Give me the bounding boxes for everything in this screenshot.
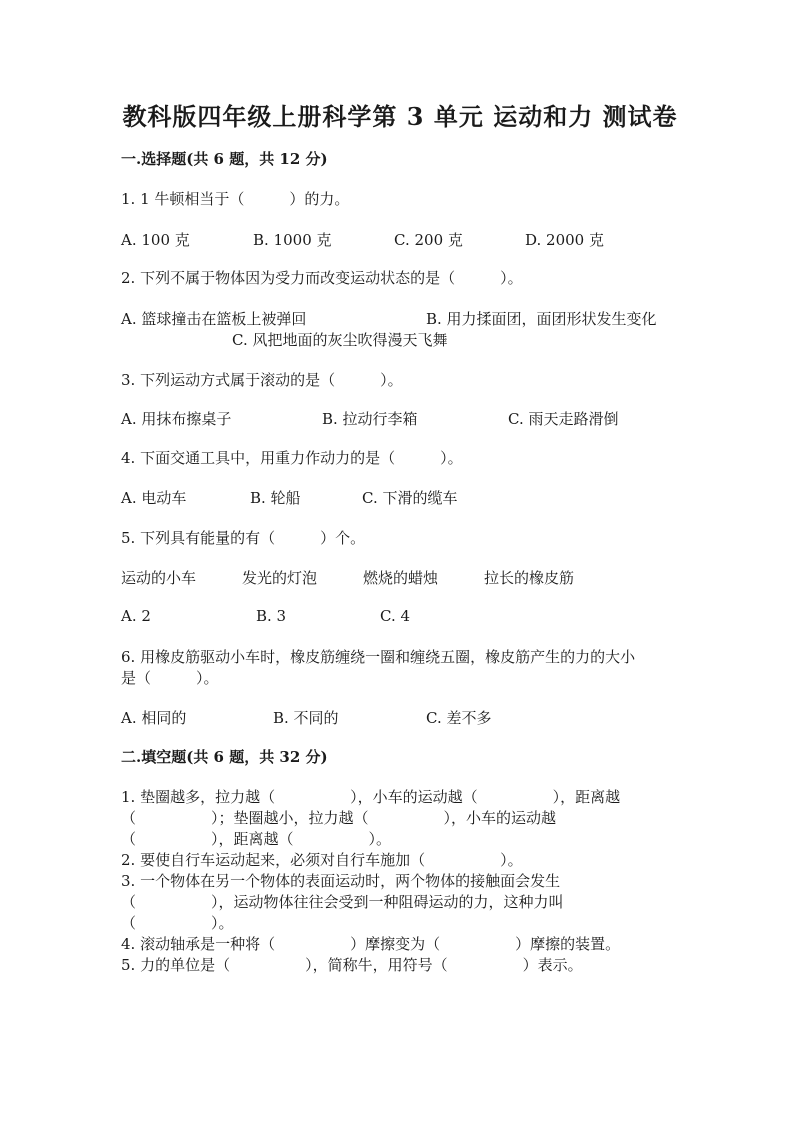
option: C. 雨天走路滑倒 — [508, 410, 619, 428]
option: C. 200 克 — [394, 231, 463, 249]
option: A. 电动车 — [121, 489, 187, 507]
option: A. 100 克 — [121, 231, 190, 249]
question-stem: 4. 下面交通工具中，用重力作动力的是（ ）。 — [121, 449, 463, 467]
option: A. 相同的 — [121, 709, 187, 727]
option: A. 篮球撞击在篮板上被弹回 — [121, 310, 307, 328]
option: B. 1000 克 — [253, 231, 332, 249]
option: C. 差不多 — [426, 709, 492, 727]
fill-line: （ ），运动物体往往会受到一种阻碍运动的力，这种力叫 — [121, 893, 564, 911]
question-stem: 2. 下列不属于物体因为受力而改变运动状态的是（ ）。 — [121, 269, 523, 287]
fill-line: 5. 力的单位是（ ），简称牛，用符号（ ）表示。 — [121, 956, 583, 974]
option: B. 拉动行李箱 — [322, 410, 418, 428]
option: C. 4 — [380, 607, 411, 625]
question-stem: 5. 下列具有能量的有（ ）个。 — [121, 529, 366, 547]
option: B. 轮船 — [250, 489, 301, 507]
section-heading-choice: 一.选择题(共 6 题，共 12 分) — [121, 150, 328, 168]
fill-line: 1. 垫圈越多，拉力越（ ），小车的运动越（ ），距离越 — [121, 788, 621, 806]
fill-line: 2. 要使自行车运动起来，必须对自行车施加（ ）。 — [121, 851, 523, 869]
question-stem: 是（ ）。 — [121, 669, 219, 687]
question-stem: 6. 用橡皮筋驱动小车时，橡皮筋缠绕一圈和缠绕五圈，橡皮筋产生的力的大小 — [121, 648, 636, 666]
list-item: 拉长的橡皮筋 — [484, 569, 575, 587]
option: B. 不同的 — [273, 709, 339, 727]
fill-line: （ ）。 — [121, 914, 234, 932]
option: C. 下滑的缆车 — [362, 489, 458, 507]
fill-line: 4. 滚动轴承是一种将（ ）摩擦变为（ ）摩擦的装置。 — [121, 935, 621, 953]
page-title: 教科版四年级上册科学第 3 单元 运动和力 测试卷 — [122, 102, 678, 131]
question-stem: 3. 下列运动方式属于滚动的是（ ）。 — [121, 371, 403, 389]
option: D. 2000 克 — [525, 231, 604, 249]
section-heading-fill: 二.填空题(共 6 题，共 32 分) — [121, 748, 328, 766]
fill-line: （ ）；垫圈越小，拉力越（ ），小车的运动越 — [121, 809, 557, 827]
option: A. 2 — [121, 607, 151, 625]
fill-line: （ ），距离越（ ）。 — [121, 830, 392, 848]
question-stem: 1. 1 牛顿相当于（ ）的力。 — [121, 190, 350, 208]
list-item: 发光的灯泡 — [242, 569, 318, 587]
option: B. 3 — [256, 607, 287, 625]
fill-line: 3. 一个物体在另一个物体的表面运动时，两个物体的接触面会发生 — [121, 872, 561, 890]
option: B. 用力揉面团，面团形状发生变化 — [426, 310, 657, 328]
list-item: 燃烧的蜡烛 — [363, 569, 439, 587]
option: A. 用抹布擦桌子 — [121, 410, 232, 428]
option: C. 风把地面的灰尘吹得漫天飞舞 — [232, 331, 448, 349]
list-item: 运动的小车 — [121, 569, 197, 587]
